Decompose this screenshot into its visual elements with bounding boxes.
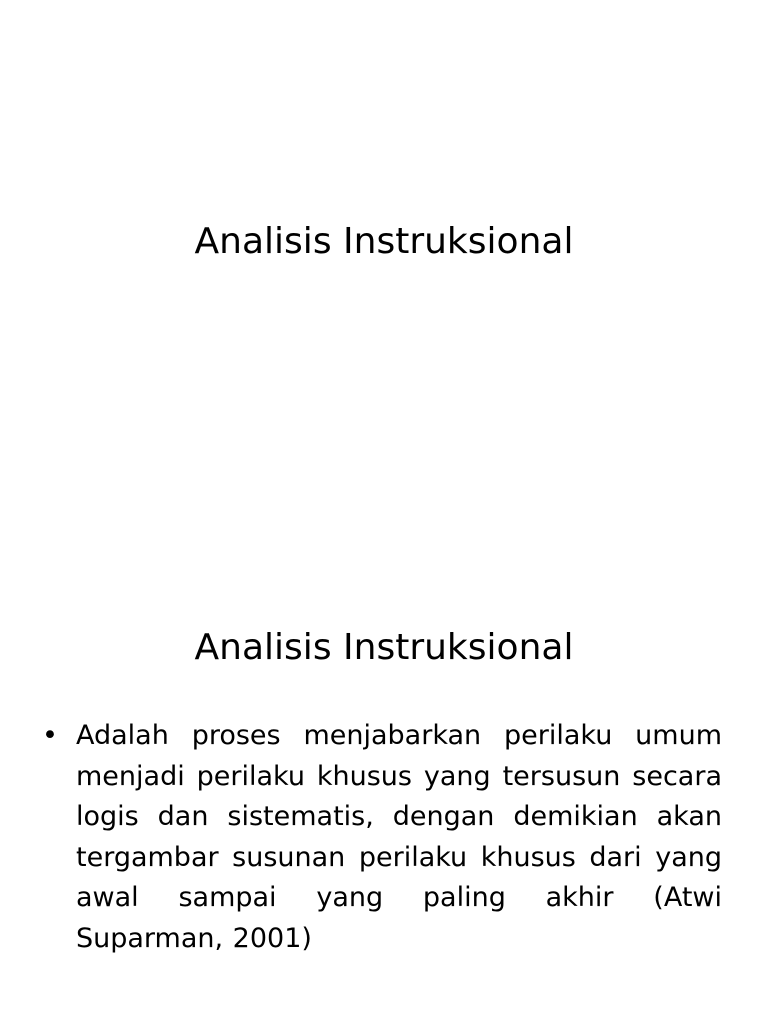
slide-2-title: Analisis Instruksional [194,627,574,668]
bullet-list [38,716,722,959]
bullet-dot-icon: • [42,720,58,751]
bullet-text: Adalah proses menjabarkan perilaku umum menjadi perilaku khusus yang tersusun secara logis dan sistematis, dengan demikian akan tergambar susunan perilaku khusus dari yang awal sampai yang paling akhir (Atwi Suparman, 2001) [76,720,722,954]
slide-2 [0,512,768,1024]
bullet-item [38,716,722,959]
slide-1-title: Analisis Instruksional [194,221,574,262]
